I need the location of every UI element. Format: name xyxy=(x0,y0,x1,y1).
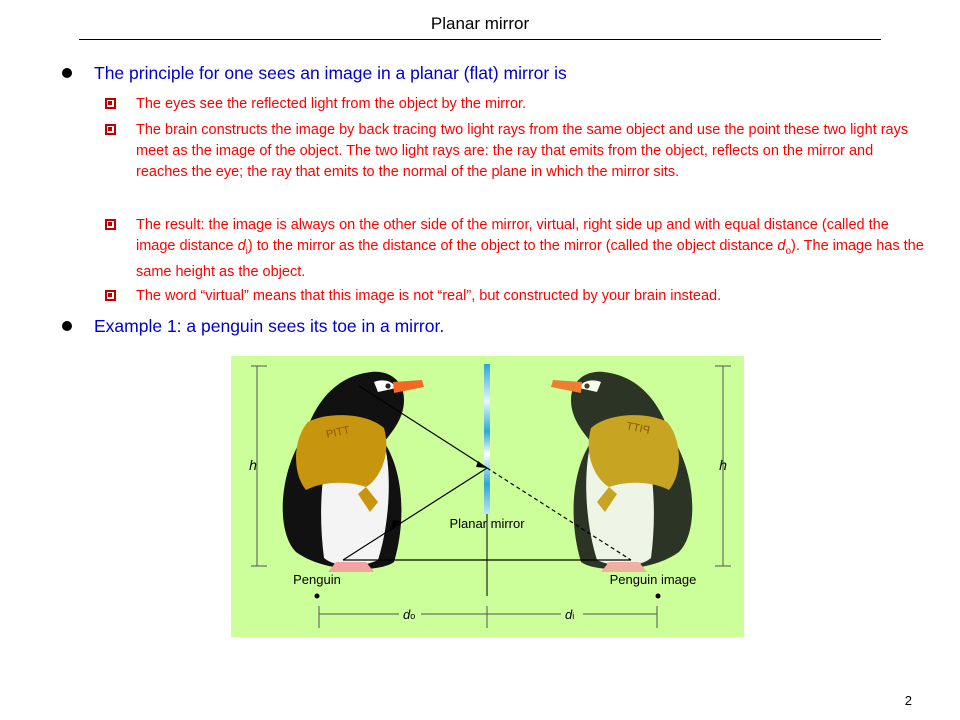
square-bullet-icon xyxy=(105,219,116,230)
subbullet-brain-text: The brain constructs the image by back tracing two light rays from the same object and use the point these two light rays meet as the image of the object. The two light rays are: the ray that emits from the object, reflects on the mirror and reaches the eye; the ray that emits to the normal of the plane in which the mirror sits. xyxy=(136,122,909,180)
bullet-example-text: Example 1: a penguin sees its toe in a mirror. xyxy=(94,316,445,336)
subbullet-result xyxy=(136,215,926,283)
subbullet-virtual-text: The word “virtual” means that this image is not “real”, but constructed by your brain instead. xyxy=(136,288,722,304)
bullet-principle xyxy=(94,62,567,84)
subbullet-result-text-a: The result: the image is always on the other side of the mirror, virtual, right side up and with equal distance (called the image distance xyxy=(136,217,889,254)
object-point xyxy=(315,594,320,599)
shirt-text-mirrored: PITT xyxy=(625,420,651,437)
image-distance-var: d xyxy=(237,238,246,254)
bullet-dot-icon xyxy=(62,68,72,78)
bullet-dot-icon xyxy=(62,321,72,331)
bullet-principle-text: The principle for one sees an image in a planar (flat) mirror is xyxy=(94,63,567,83)
height-label-left: h xyxy=(249,457,257,473)
square-bullet-icon xyxy=(105,290,116,301)
subbullet-brain xyxy=(136,120,926,183)
object-distance-label: do xyxy=(403,607,416,622)
title-underline xyxy=(79,39,881,40)
subbullet-result-text-b: ) to the mirror as the distance of the object to the mirror (called the object distance xyxy=(247,238,778,254)
planar-mirror-figure xyxy=(231,356,744,637)
image-distance-sub: i xyxy=(245,245,248,257)
square-bullet-icon xyxy=(105,124,116,135)
image-label: Penguin image xyxy=(609,572,697,587)
subbullet-eyes-text: The eyes see the reflected light from the object by the mirror. xyxy=(136,96,527,112)
shirt-text: PITT xyxy=(325,424,351,441)
image-point xyxy=(656,594,661,599)
mirror-label: Planar mirror xyxy=(449,516,525,531)
subbullet-eyes xyxy=(136,94,926,115)
object-distance-sub: o xyxy=(785,245,792,257)
bullet-example xyxy=(94,315,444,337)
planar-mirror xyxy=(484,364,490,514)
height-label-right: h xyxy=(719,457,727,473)
square-bullet-icon xyxy=(105,98,116,109)
slide-title: Planar mirror xyxy=(430,14,530,33)
subbullet-result-text-c: ). The image has the same height as the object. xyxy=(136,238,924,280)
subbullet-virtual xyxy=(136,286,926,307)
object-label: Penguin xyxy=(293,572,341,587)
page-number: 2 xyxy=(904,693,912,708)
image-distance-label: di xyxy=(565,607,575,622)
object-distance-var: d xyxy=(777,238,786,254)
